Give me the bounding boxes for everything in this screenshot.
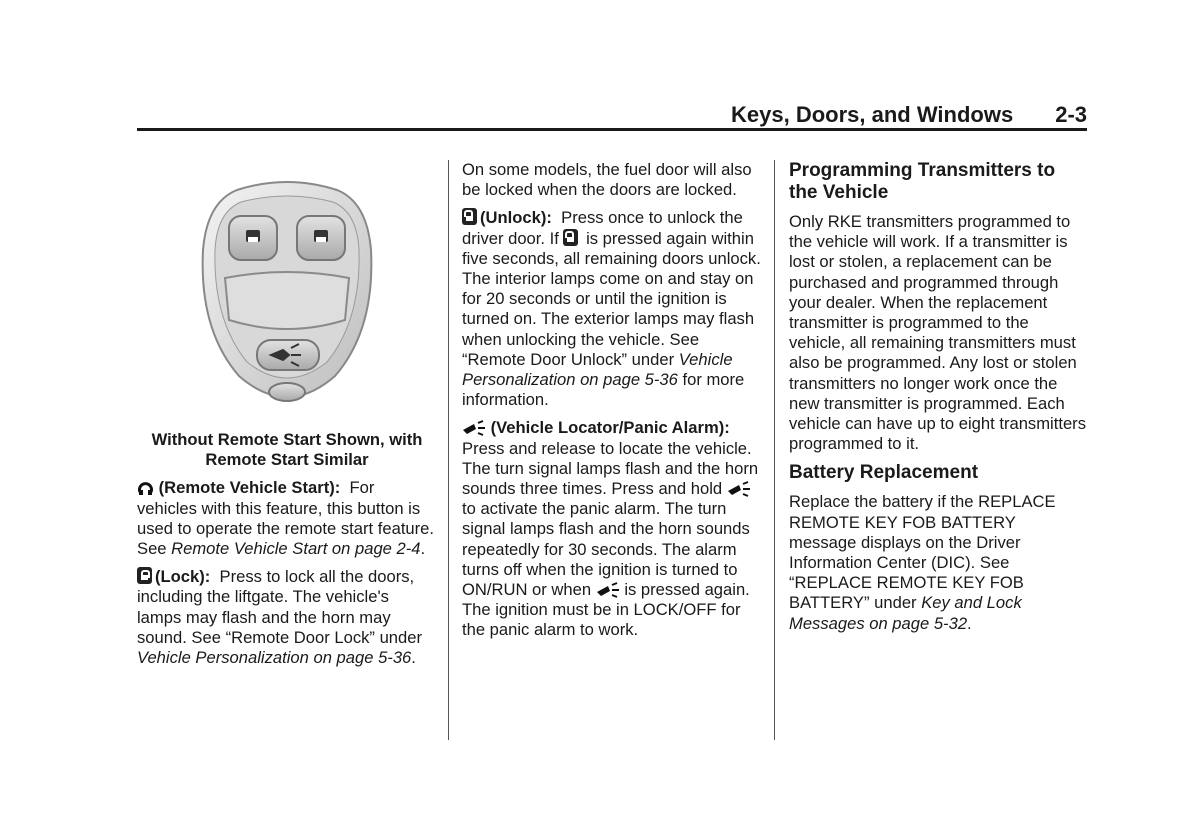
unlock-icon bbox=[563, 229, 578, 246]
remote-start-paragraph: (Remote Vehicle Start): For vehicles with this feature, this button is used to operate the remote start feature. See Remote Vehicle Start on page 2-4. bbox=[137, 478, 435, 559]
vehicle-locator-paragraph: (Vehicle Locator/Panic Alarm): Press and release to locate the vehicle. The turn signal lamps flash and the horn sounds three times. Press and hold to activate the panic alarm. The turn signal lamps flash and the horn sounds repeatedly for 30 seconds. The alarm turns off when the ignition is turned to ON/RUN or when is pressed again. The ignition must be in LOCK/OFF for the panic alarm to work. bbox=[462, 418, 759, 640]
right-column bbox=[789, 160, 1087, 642]
key-fob-image bbox=[185, 180, 389, 410]
left-column bbox=[137, 160, 437, 676]
column-divider-2 bbox=[774, 160, 775, 740]
lock-paragraph: (Lock): Press to lock all the doors, including the liftgate. The vehicle's lamps may flash and the horn may sound. See “Remote Door Lock” under Vehicle Personalization on page 5-36. bbox=[137, 567, 423, 668]
vehicle-locator-icon bbox=[596, 582, 620, 598]
figure-caption: Without Remote Start Shown, with Remote Start Similar bbox=[151, 430, 423, 470]
middle-column bbox=[462, 160, 762, 649]
page-number: 2-3 bbox=[1055, 102, 1087, 127]
header-rule bbox=[137, 128, 1087, 131]
battery-paragraph: Replace the battery if the REPLACE REMOTE KEY FOB BATTERY message displays on the Driver Information Center (DIC). See “REPLACE REMOTE KEY FOB BATTERY” under Key and Lock Messages on page 5-32. bbox=[789, 492, 1056, 633]
section-title: Keys, Doors, and Windows bbox=[731, 102, 1014, 127]
vehicle-locator-icon bbox=[727, 481, 751, 497]
remote-start-icon bbox=[137, 479, 154, 496]
column-divider-1 bbox=[448, 160, 449, 740]
key-fob-illustration bbox=[137, 180, 437, 424]
lock-icon bbox=[137, 567, 152, 584]
fuel-door-paragraph: On some models, the fuel door will also be locked when the doors are locked. bbox=[462, 160, 752, 200]
page-header bbox=[0, 100, 1087, 130]
vehicle-locator-icon bbox=[462, 420, 486, 436]
programming-paragraph: Only RKE transmitters programmed to the vehicle will work. If a transmitter is lost or stolen, a replacement can be purchased and programmed through your dealer. When the replacement transmitter is programmed to the vehicle, all remaining transmitters must also be programmed. Any lost or stolen transmitters no longer work once the new transmitter is programmed. Each vehicle can have up to eight transmitters programmed to it. bbox=[789, 212, 1087, 454]
unlock-paragraph: (Unlock): Press once to unlock the driver door. If is pressed again within five seconds, all remaining doors unlock. The interior lamps come on and stay on for 20 seconds or until the ignition is turned on. The exterior lamps may flash when unlocking the vehicle. See “Remote Door Unlock” under Vehicle Personalization on page 5-36 for more information. bbox=[462, 208, 761, 410]
programming-heading: Programming Transmitters to the Vehicle bbox=[789, 160, 1056, 203]
unlock-icon bbox=[462, 208, 477, 225]
battery-heading: Battery Replacement bbox=[789, 462, 979, 484]
